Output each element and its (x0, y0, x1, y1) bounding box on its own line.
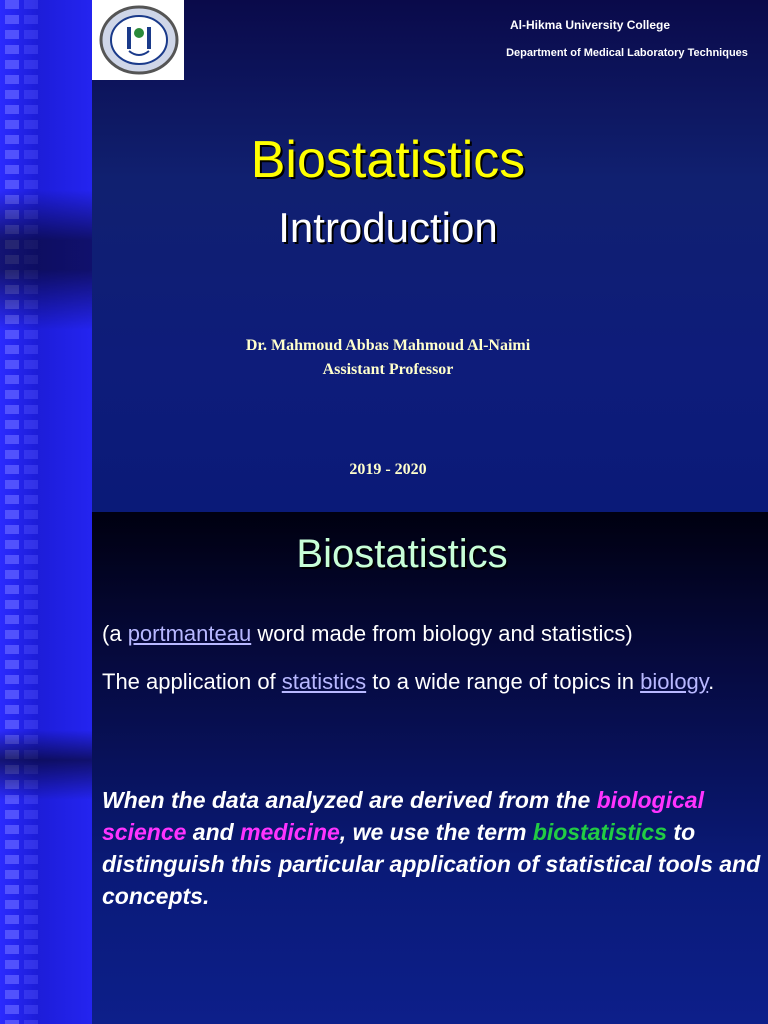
statistics-link[interactable]: statistics (281, 669, 367, 694)
portmanteau-link[interactable]: portmanteau (127, 621, 252, 646)
quote-text: When the data analyzed are derived from the (102, 787, 597, 813)
quote-text: to distinguish this particular application of statistical tools and concepts. (102, 819, 761, 909)
college-name: Al-Hikma University College (510, 18, 671, 32)
author-block (92, 334, 684, 382)
slide-title: Biostatistics (250, 131, 526, 189)
bullet-text: The application of (102, 669, 282, 694)
biology-link[interactable]: biology (640, 669, 709, 694)
bullet-text: . (708, 669, 715, 694)
quote-text: and (186, 819, 241, 845)
strip-shading (0, 0, 92, 1024)
highlight-medicine: medicine (240, 819, 340, 845)
left-decorative-strip (0, 0, 92, 1024)
author-position: Assistant Professor (322, 361, 454, 378)
bullet-text: word made from biology and statistics) (251, 621, 633, 646)
title-slide (92, 0, 768, 512)
highlight-biological-science: biological science (102, 787, 704, 845)
highlight-biostatistics: biostatistics (532, 819, 668, 845)
academic-year: 2019 - 2020 (349, 461, 427, 478)
college-logo (99, 5, 179, 75)
bullet-item-application (102, 666, 742, 698)
slide-subtitle: Introduction (278, 204, 498, 251)
logo-box (92, 0, 184, 80)
bullet-item-portmanteau (102, 618, 742, 650)
bullet-text: to a wide range of topics in (366, 669, 641, 694)
department-name: Department of Medical Laboratory Techniques (506, 47, 748, 59)
content-slide-title: Biostatistics (296, 532, 508, 576)
quote-text: , we use the term (339, 819, 533, 845)
author-name: Dr. Mahmoud Abbas Mahmoud Al-Naimi (245, 337, 531, 354)
content-slide (92, 512, 768, 1024)
definition-paragraph (102, 784, 762, 912)
bullet-text: (a (102, 621, 128, 646)
